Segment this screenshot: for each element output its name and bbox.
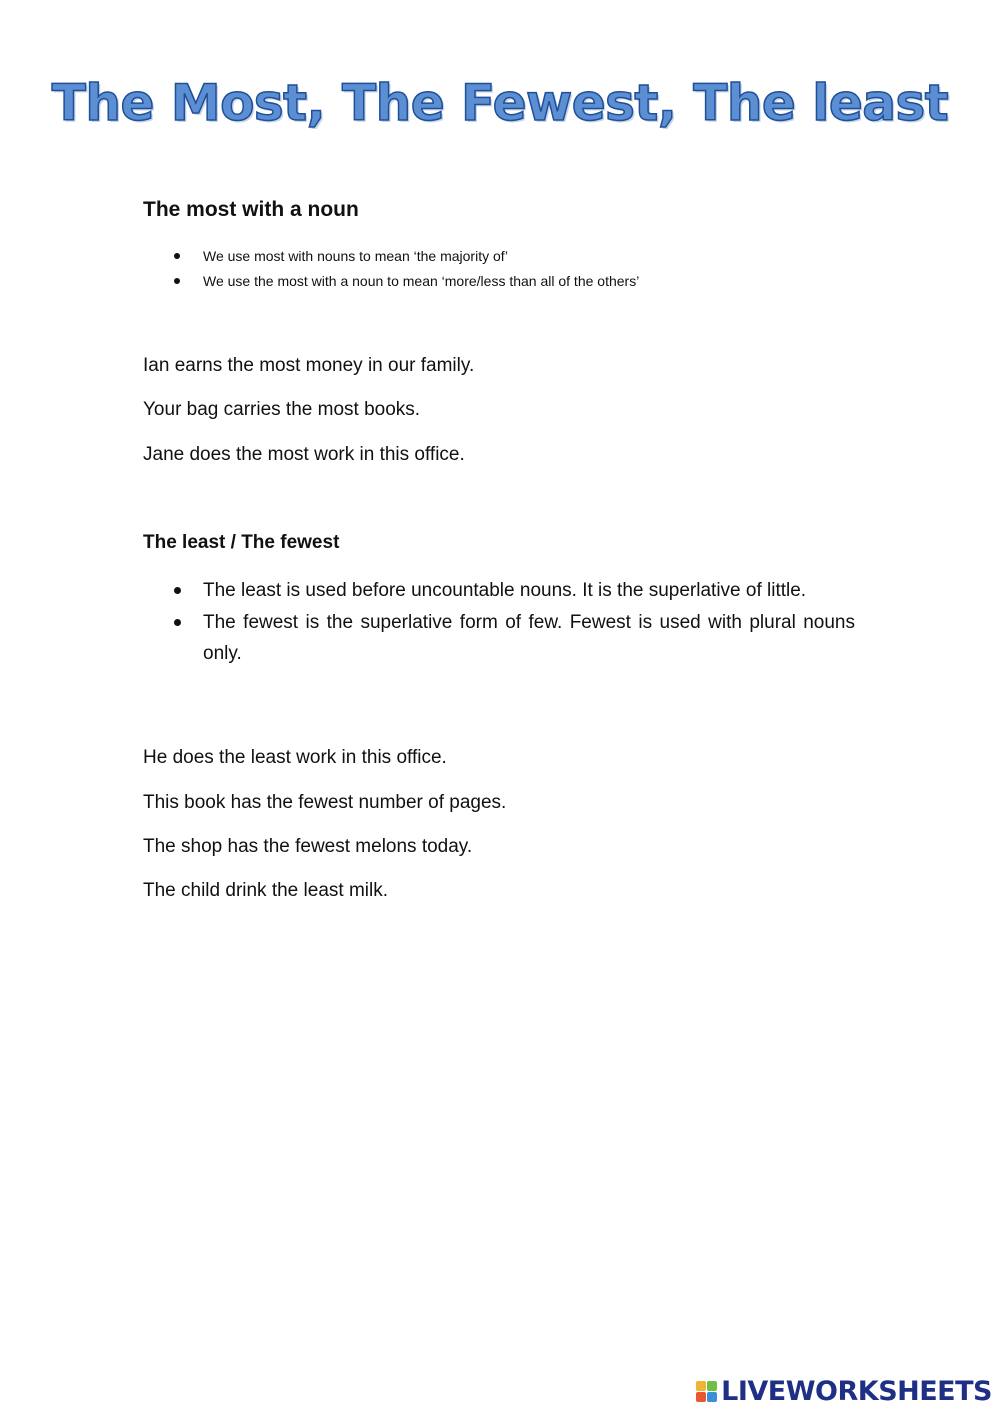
example-sentence: Ian earns the most money in our family. [143, 355, 475, 376]
list-item [143, 575, 855, 606]
section-heading-most: The most with a noun [143, 198, 359, 221]
example-sentence: This book has the fewest number of pages. [143, 792, 507, 813]
bullet-icon [174, 253, 180, 259]
bullet-text: We use most with nouns to mean ‘the majority of’ [203, 248, 509, 264]
bullet-text: The least is used before uncountable nouns. It is the superlative of little. [203, 580, 807, 601]
bullet-icon [174, 278, 180, 284]
example-sentence: The shop has the fewest melons today. [143, 836, 473, 857]
list-item [143, 271, 855, 296]
bullet-icon [174, 619, 181, 626]
watermark-text: LIVEWORKSHEETS [721, 1376, 992, 1407]
bullet-icon [174, 587, 181, 594]
liveworksheets-watermark [696, 1376, 992, 1407]
page-title: The Most, The Fewest, The least [51, 74, 949, 132]
section-heading-least-fewest: The least / The fewest [143, 532, 340, 553]
bullet-list-most [143, 246, 855, 296]
example-sentence: The child drink the least milk. [143, 880, 388, 901]
bullet-list-least-fewest [143, 575, 855, 670]
example-sentence: Your bag carries the most books. [143, 399, 421, 420]
list-item [143, 607, 855, 669]
bullet-text: We use the most with a noun to mean ‘more/less than all of the others’ [203, 273, 640, 289]
example-sentence: He does the least work in this office. [143, 747, 447, 768]
bullet-text: The fewest is the superlative form of few. Fewest is used with plural nouns only. [203, 612, 855, 664]
list-item [143, 246, 855, 271]
example-sentence: Jane does the most work in this office. [143, 444, 465, 465]
liveworksheets-logo-icon [696, 1381, 717, 1402]
